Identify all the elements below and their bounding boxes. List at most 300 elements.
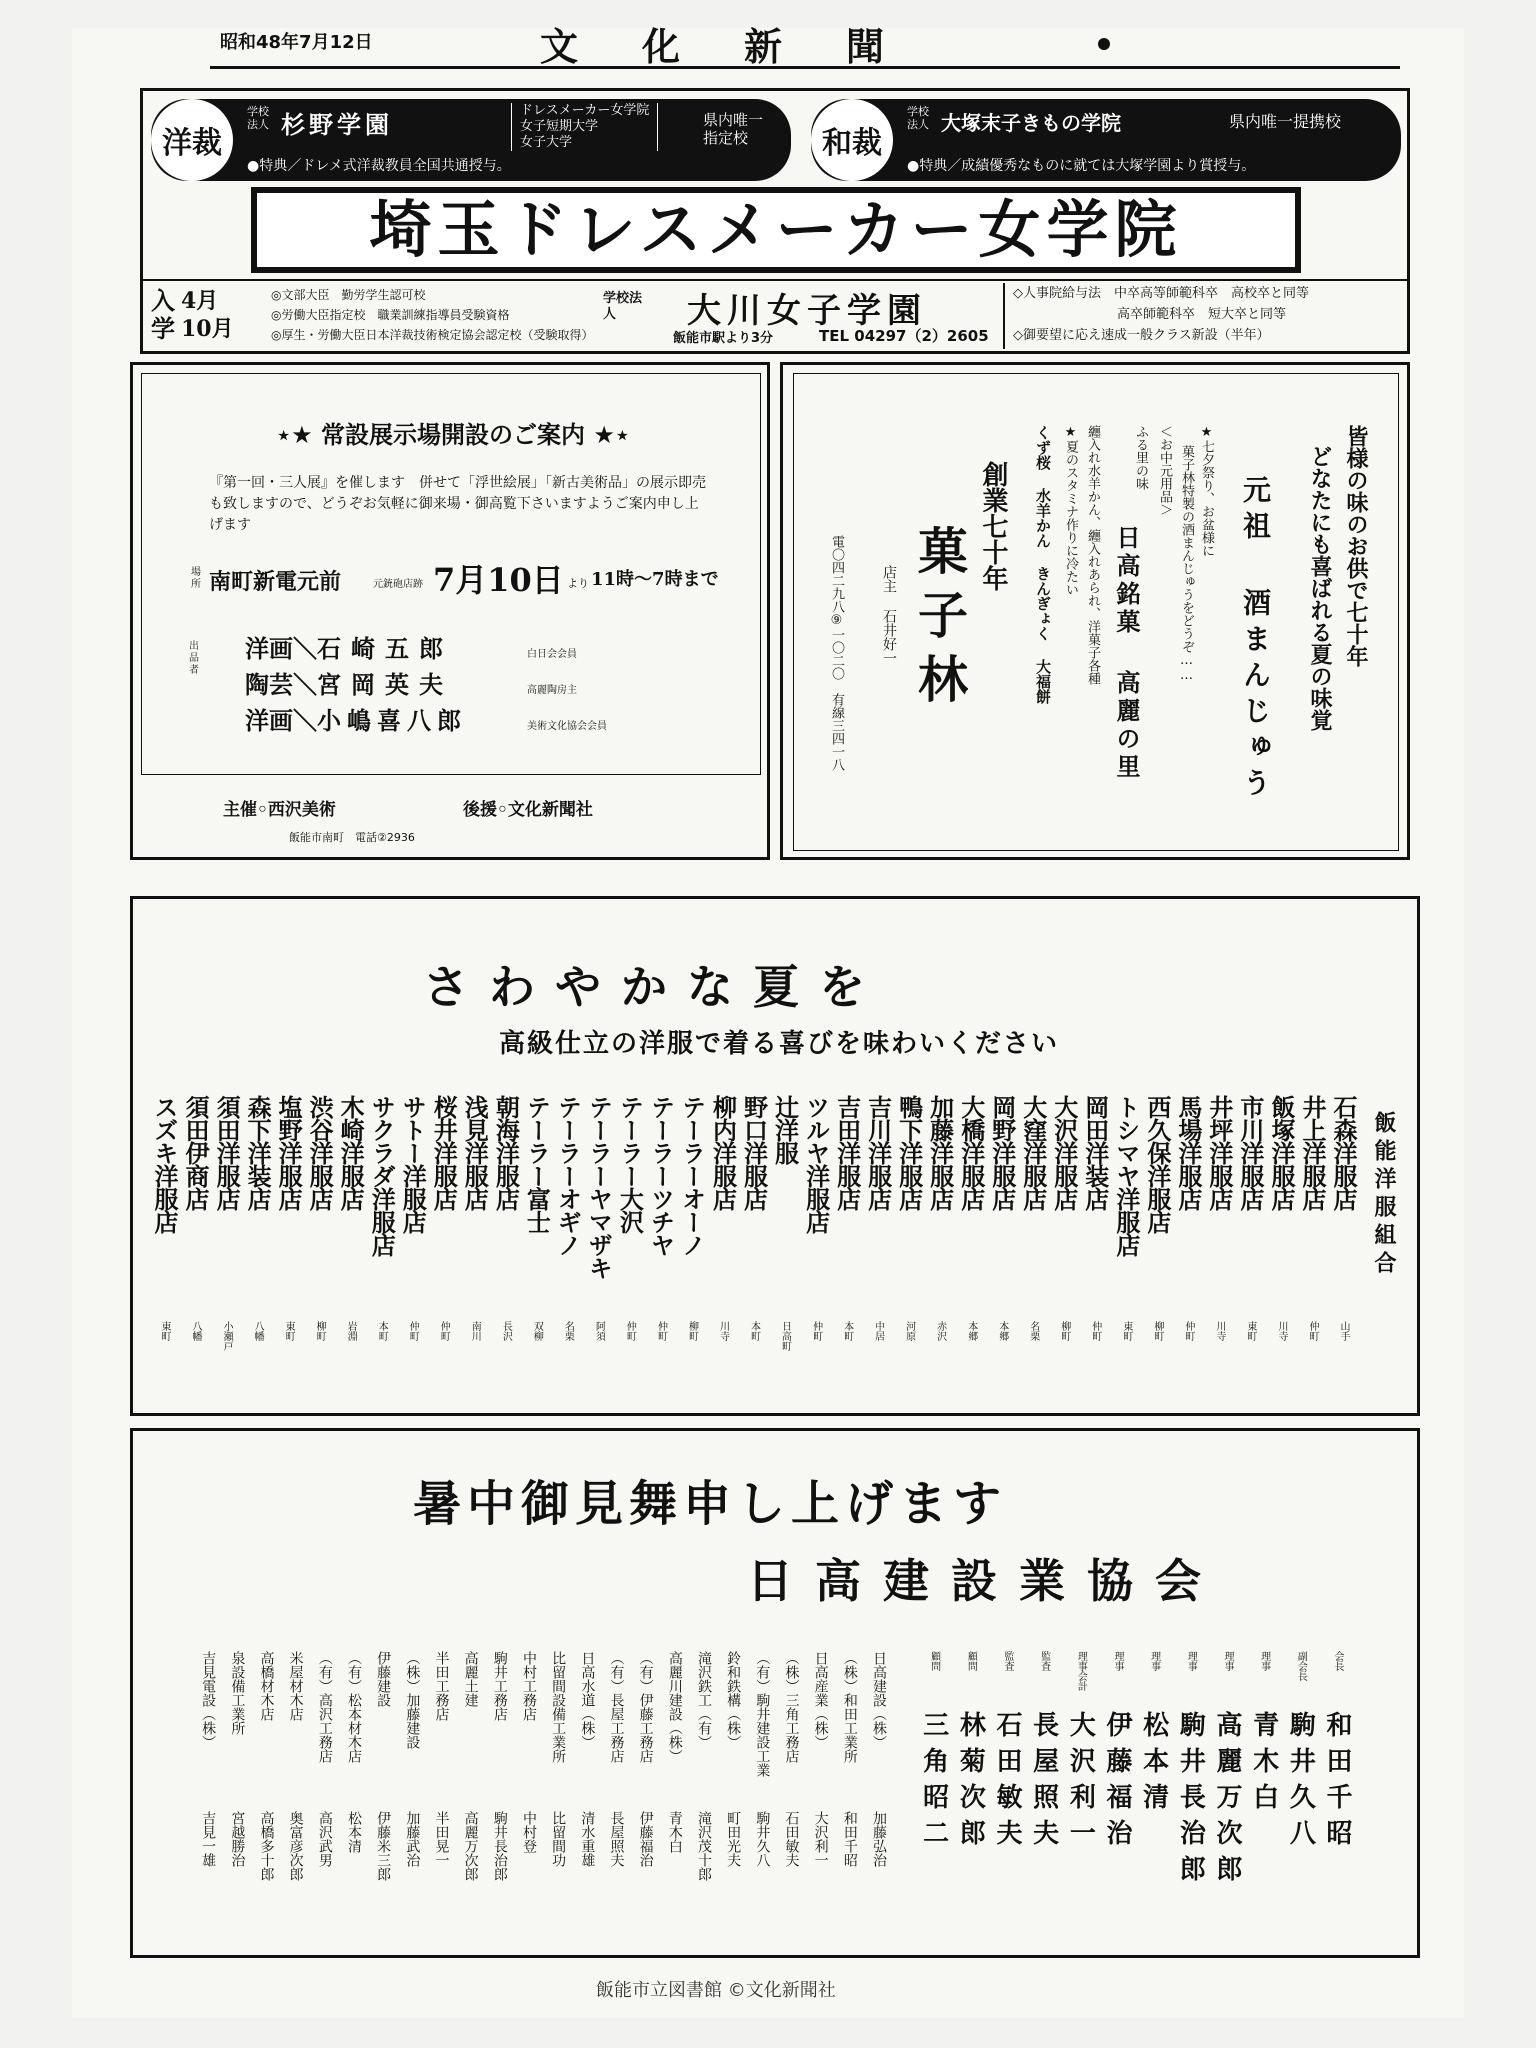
shop-name: 石森洋服店 [1329, 1095, 1358, 1210]
shop-name: 飯塚洋服店 [1266, 1095, 1296, 1210]
clothing-ad [130, 896, 1420, 1416]
exhibition-title: ⋆★ 常設展示場開設のご案内 ★⋆ [276, 421, 630, 449]
member [718, 1651, 747, 1867]
clothing-shop [211, 1095, 242, 1351]
member-person: 高橋多十郎 [258, 1811, 275, 1881]
shop-name: 井坪洋服店 [1204, 1095, 1234, 1210]
clothing-shop [832, 1095, 863, 1341]
shop-name: 朝海洋服店 [491, 1095, 521, 1210]
member-person: 和田千昭 [841, 1811, 858, 1867]
officer-title: 理事 [1148, 1651, 1160, 1671]
shop-name: 市川洋服店 [1235, 1095, 1265, 1210]
shop-location: 本町 [748, 1321, 760, 1341]
shop-location: 柳町 [1151, 1321, 1163, 1341]
clothing-shop [242, 1095, 273, 1341]
shop-name: 吉川洋服店 [863, 1095, 893, 1210]
exhibitor-row: 陶芸 ＼ 宮岡英夫 高麗陶房主 [245, 670, 577, 699]
venue: 南町新電元前 [209, 569, 342, 595]
member-person: 清水重雄 [579, 1811, 596, 1867]
shop-name: 塩野洋服店 [274, 1095, 304, 1210]
clothing-shop [335, 1095, 366, 1341]
shop-location: 川寺 [1213, 1321, 1225, 1341]
shop-name: テーラーツチヤ [646, 1095, 676, 1256]
officer-title: 理事 [1258, 1651, 1270, 1671]
construction-ad [130, 1428, 1420, 1958]
shop-location: 南川 [469, 1321, 481, 1341]
member-person: 駒井久八 [754, 1811, 771, 1867]
member [864, 1651, 893, 1867]
member-company: 吉見電設（株） [200, 1651, 217, 1749]
member-person: 伊藤福治 [637, 1811, 654, 1867]
exhibitor-list [245, 629, 607, 737]
member-company: 泉設備工業所 [229, 1651, 246, 1735]
member [368, 1651, 397, 1881]
clothing-shop [180, 1095, 211, 1341]
product-sakamanju: 元祖 酒まんじゅう [1239, 475, 1272, 804]
shop-name: テーラーオギノ [553, 1095, 583, 1256]
star-icon: ★⋆ [593, 421, 630, 449]
member [543, 1651, 572, 1867]
member-person: 高麗万次郎 [462, 1811, 479, 1881]
shop-name: 西久保洋服店 [1142, 1095, 1172, 1233]
clothing-shop [1049, 1095, 1080, 1341]
officer-title: 顧問 [928, 1651, 940, 1671]
shop-name: 井上洋服店 [1297, 1095, 1327, 1210]
member [631, 1651, 660, 1867]
shop-name: トシマヤ洋服店 [1111, 1095, 1141, 1256]
member [601, 1651, 630, 1867]
sweets-headline-2: どなたにも喜ばれる夏の味覚 [1307, 445, 1333, 731]
shop-name: 菓子林 [910, 525, 969, 717]
shop-location: 仲町 [1306, 1321, 1318, 1341]
ookawa-access: 飯能市駅より3分 [673, 331, 774, 346]
officer-title: 理事 [1112, 1651, 1123, 1671]
footer-credit: 飯能市立図書館 ©文化新聞社 [596, 1980, 836, 2001]
clothing-title: さわやかな夏を [423, 960, 885, 1014]
exhibitor-label: 出品者 [189, 641, 199, 676]
main-title: 埼玉ドレスメーカー女学院 [257, 193, 1295, 267]
officer-title: 監査 [1038, 1651, 1050, 1671]
member-company: 滝沢鉄工（有） [696, 1651, 712, 1749]
shop-location: 阿須 [593, 1321, 605, 1341]
shop-location: 仲町 [407, 1321, 419, 1341]
officer-title: 副会長 [1295, 1651, 1307, 1681]
clothing-shop [149, 1095, 180, 1341]
member-person: 大沢利一 [812, 1811, 829, 1867]
date-suffix: より [567, 577, 589, 590]
member [397, 1651, 426, 1867]
clothing-shop [521, 1095, 552, 1341]
exhibition-body: 『第一回・三人展』を催します 併せて「浮世絵展」「新古美術品」の展示即売も致しますので、どうぞお気軽に御来場・御高覧下さいますようご案内申し上げます [209, 475, 706, 533]
member [310, 1651, 339, 1867]
member [251, 1651, 280, 1881]
shop-location: 仲町 [810, 1321, 822, 1341]
member [572, 1651, 601, 1867]
officer-name: 三角昭二 [918, 1711, 949, 1855]
right-corp: 学校法人 [907, 105, 929, 131]
ookawa-corp: 学校法人 [603, 291, 643, 322]
shop-location: 岩淵 [345, 1321, 357, 1341]
member-person: 松本清 [346, 1811, 362, 1853]
admission-label: 入学 [151, 286, 175, 343]
member-company: 高麗川建設（株） [666, 1651, 683, 1763]
shop-name: テーラー大沢 [615, 1095, 645, 1233]
admission-months: 4月 10月 [181, 288, 234, 342]
shop-name: サクラダ洋服店 [367, 1095, 397, 1256]
shop-name: 大沢洋服店 [1049, 1095, 1079, 1210]
member-person: 加藤武治 [404, 1811, 421, 1867]
officer [1025, 1651, 1062, 1855]
wasai-badge: 和裁 [811, 99, 893, 181]
member [514, 1651, 543, 1853]
officer-title: 理事会計 [1075, 1651, 1087, 1691]
construction-association: 日高建設業協会 [747, 1554, 1223, 1608]
member-person: 長屋照夫 [608, 1811, 625, 1867]
clothing-shop [1142, 1095, 1173, 1341]
star-icon: ⋆★ [276, 421, 313, 449]
clothing-shop [1328, 1095, 1359, 1341]
clothing-shop [583, 1095, 614, 1341]
member-person: 半田晃一 [433, 1811, 450, 1867]
clothing-shop [614, 1095, 645, 1341]
exhibition-ad [130, 362, 770, 860]
member [222, 1651, 251, 1867]
left-corp: 学校法人 [247, 105, 269, 131]
member-company: （有）伊藤工務店 [637, 1651, 654, 1763]
member [456, 1651, 485, 1881]
member [806, 1651, 835, 1867]
clothing-shop [956, 1095, 987, 1341]
shop-name: スズキ洋服店 [150, 1095, 180, 1233]
clothing-association: 飯能洋服組合 [1371, 1111, 1397, 1279]
member-person: 町田光夫 [725, 1811, 742, 1867]
sweets-note-3b: 纏入れ水羊かん、纏入れあられ、洋菓子各種 [1085, 425, 1100, 685]
officer [1135, 1651, 1172, 1819]
sponsor: 後援◦文化新聞社 [463, 800, 593, 820]
shop-name: テーラー富士 [522, 1095, 552, 1233]
member-company: 鈴和鉄構（株） [725, 1651, 742, 1749]
shop-location: 川寺 [717, 1321, 729, 1341]
member-company: 高麗土建 [462, 1651, 479, 1707]
officer-name: 高麗万次郎 [1212, 1711, 1242, 1891]
shop-name: 柳内洋服店 [708, 1095, 738, 1210]
wasai-panel [811, 99, 1401, 181]
shop-location: 東町 [1244, 1321, 1256, 1341]
member [281, 1651, 310, 1881]
sweets-ad [780, 362, 1410, 860]
member-company: （株）和田工業所 [841, 1651, 858, 1763]
shop-location: 八幡 [190, 1321, 202, 1341]
member-person: 中村登 [521, 1811, 537, 1853]
member-company: 中村工務店 [521, 1651, 537, 1721]
shop-location: 仲町 [1089, 1321, 1101, 1341]
shop-location: 双柳 [531, 1321, 543, 1341]
clothing-shop [801, 1095, 832, 1341]
member-company: 米屋材木店 [287, 1651, 304, 1721]
shop-location: 東町 [159, 1321, 171, 1341]
school-ad [140, 88, 1410, 354]
shop-name: 渋谷洋服店 [305, 1095, 335, 1210]
venue-label: 場所 [191, 567, 201, 590]
product-koma-no-sato: 日高銘菓 高麗の里 [1112, 525, 1141, 782]
sweets-headline-1: 皆様の味のお供で七十年 [1343, 425, 1369, 667]
sweets-note-1a: ★七夕祭り、お盆様に [1199, 425, 1214, 557]
newspaper-title: 文化新聞 [540, 24, 949, 69]
clothing-shop [304, 1095, 335, 1341]
ookawa-tel: TEL 04297（2）2605 [819, 327, 989, 345]
member [485, 1651, 514, 1881]
member [426, 1651, 455, 1867]
shop-location: 本町 [376, 1321, 388, 1341]
exhibition-hours: 11時〜7時まで [591, 569, 719, 590]
officer-columns [915, 1651, 1355, 1941]
organizer-address: 飯能市南町 電話②2936 [289, 831, 415, 844]
shop-location: 小瀬戸 [221, 1321, 233, 1351]
member-company: 日高産業（株） [812, 1651, 829, 1749]
member-company: 伊藤建設 [375, 1651, 392, 1707]
officer-title: 顧問 [965, 1651, 977, 1671]
member-person: 駒井長治郎 [491, 1811, 508, 1881]
officer-name: 伊藤福治 [1102, 1711, 1132, 1855]
yousai-panel [151, 99, 791, 181]
clothing-shop [707, 1095, 738, 1341]
clothing-shop [987, 1095, 1018, 1341]
clothing-shop [1266, 1095, 1297, 1341]
shop-name: 辻洋服 [770, 1095, 800, 1164]
issue-date: 昭和48年7月12日 [220, 32, 373, 53]
ookawa-name: 大川女子学園 [687, 291, 927, 331]
officer-name: 長屋照夫 [1028, 1711, 1059, 1855]
shop-location: 本郷 [965, 1321, 977, 1341]
founded: 創業七十年 [978, 461, 1008, 591]
shop-location: 仲町 [624, 1321, 636, 1341]
shop-location: 柳町 [1058, 1321, 1070, 1341]
member [660, 1651, 689, 1853]
shop-name: 野口洋服店 [739, 1095, 769, 1210]
shop-name: 須田伊商店 [181, 1095, 211, 1210]
shop-location: 名栗 [1027, 1321, 1039, 1341]
member [776, 1651, 805, 1867]
clothing-shop [552, 1095, 583, 1341]
shop-name: 岡野洋服店 [987, 1095, 1017, 1210]
sweets-note-2: ＜お中元用品＞ [1157, 425, 1172, 516]
member-company: 日高建設（株） [871, 1651, 887, 1749]
sugino-designation: 県内唯一 指定校 [703, 111, 764, 147]
sweets-note-1b: 菓子林特製の酒まんじゅうをどうぞ…… [1179, 445, 1194, 683]
shop-name: 鴨下洋服店 [894, 1095, 924, 1210]
officer-name: 石田敏夫 [992, 1711, 1022, 1855]
member-company: （有）高沢工務店 [316, 1651, 333, 1763]
clothing-subtitle: 高級仕立の洋服で着る喜びを味わいください [499, 1029, 1060, 1059]
member-company: 日高水道（株） [579, 1651, 596, 1749]
member [747, 1651, 776, 1867]
member-company: （株）加藤建設 [404, 1651, 421, 1749]
clothing-shop [676, 1095, 707, 1341]
officer-name: 松本清 [1138, 1711, 1169, 1819]
member [835, 1651, 864, 1867]
summer-greeting: 暑中御見舞申し上げます [413, 1476, 1008, 1532]
sugino-name: 杉野学園 [281, 110, 393, 139]
clothing-shop [738, 1095, 769, 1341]
member-company: 比留間設備工業所 [550, 1651, 567, 1763]
member-company: （有）長屋工務店 [608, 1651, 625, 1763]
yousai-badge: 洋裁 [151, 99, 233, 181]
shop-name: 馬場洋服店 [1173, 1095, 1203, 1210]
shop-name: 須田洋服店 [212, 1095, 242, 1210]
shop-location: 本郷 [996, 1321, 1008, 1341]
clothing-shop [366, 1095, 397, 1341]
shop-name: 大窪洋服店 [1018, 1095, 1048, 1210]
shop-location: 本町 [841, 1321, 853, 1341]
shop-name: 加藤洋服店 [925, 1095, 955, 1210]
shop-location: 赤沢 [934, 1321, 946, 1341]
officer-title: 会長 [1332, 1651, 1343, 1671]
officer [1282, 1651, 1319, 1855]
shop-name: 岡田洋装店 [1080, 1095, 1110, 1210]
clothing-shop [428, 1095, 459, 1341]
sweets-note-3a: ふる里の味 [1133, 425, 1148, 490]
exhibitor-row: 洋画 ＼ 小嶋喜八郎 美術文化協会会員 [245, 706, 607, 735]
otsuka-designation: 県内唯一提携校 [1229, 112, 1342, 131]
officer [1245, 1651, 1282, 1819]
shop-name: 木崎洋服店 [336, 1095, 366, 1210]
shop-location: 名栗 [562, 1321, 574, 1341]
shop-location: 八幡 [252, 1321, 264, 1341]
officer [1098, 1651, 1135, 1855]
officer-name: 林菊次郎 [955, 1711, 986, 1855]
officer [952, 1651, 989, 1855]
officer-name: 青木白 [1248, 1711, 1279, 1819]
officer [915, 1651, 952, 1855]
officer [1318, 1651, 1355, 1855]
clothing-shop [1204, 1095, 1235, 1341]
officer-name: 和田千昭 [1322, 1711, 1352, 1855]
officer-title: 理事 [1222, 1651, 1233, 1671]
member-company: （有）松本材木店 [346, 1651, 362, 1763]
member-person: 奥富彦次郎 [287, 1811, 304, 1881]
member [339, 1651, 368, 1853]
shop-location: 川寺 [1275, 1321, 1287, 1341]
shop-location: 柳町 [314, 1321, 326, 1341]
otsuka-benefit: ●特典／成績優秀なものに就ては大塚学園より賞授与。 [907, 158, 1256, 174]
shop-location: 柳町 [686, 1321, 698, 1341]
officer [988, 1651, 1025, 1855]
shop-name: テーラーヤマザキ [584, 1095, 614, 1279]
shop-name: ツルヤ洋服店 [801, 1095, 831, 1233]
clothing-shop [1297, 1095, 1328, 1341]
shop-columns [149, 1095, 1359, 1395]
member [689, 1651, 718, 1881]
member-company: 半田工務店 [433, 1651, 450, 1721]
member-person: 吉見一雄 [200, 1811, 217, 1867]
shop-location: 日高町 [779, 1321, 791, 1351]
officer-title: 監査 [1002, 1651, 1013, 1671]
shop-location: 東町 [1120, 1321, 1132, 1341]
officer-name: 駒井長治郎 [1175, 1711, 1206, 1891]
shop-name: サトー洋服店 [398, 1095, 428, 1233]
clothing-shop [1173, 1095, 1204, 1341]
sweets-note-5: くず桜 水羊かん きんぎょく 大福餅 [1034, 425, 1052, 704]
divider [143, 279, 1407, 281]
shop-location: 山手 [1338, 1321, 1349, 1341]
clothing-shop [894, 1095, 925, 1341]
shop-name: 吉田洋服店 [832, 1095, 862, 1210]
ink-spot [1098, 38, 1110, 50]
shop-location: 中居 [872, 1321, 884, 1341]
shop-name: テーラーオーノ [677, 1095, 707, 1256]
clothing-shop [1018, 1095, 1049, 1341]
officer-title: 理事 [1185, 1651, 1197, 1671]
member-person: 青木白 [666, 1811, 683, 1853]
clothing-shop [925, 1095, 956, 1341]
member-person: 滝沢茂十郎 [696, 1811, 712, 1881]
accreditations: ◎文部大臣 勤労学生認可校 ◎労働大臣指定校 職業訓練指導員受験資格 ◎厚生・労働大臣日本洋裁技術検定協会認定校（受験取得） [271, 288, 594, 342]
officer-name: 駒井久八 [1285, 1711, 1316, 1855]
clothing-shop [1111, 1095, 1142, 1341]
exhibitor-row: 洋画 ＼ 石崎五郎 白日会会員 [245, 634, 577, 663]
member-company: 高橋材木店 [258, 1651, 275, 1721]
sugino-schools: ドレスメーカー女学院 女子短期大学 女子大学 [511, 103, 658, 151]
sweets-note-4: ★夏のスタミナ作りに冷たい [1063, 425, 1078, 596]
member-person: 比留間功 [550, 1811, 567, 1867]
clothing-shop [273, 1095, 304, 1341]
clothing-shop [459, 1095, 490, 1341]
officer [1062, 1651, 1099, 1855]
clothing-shop [1080, 1095, 1111, 1341]
member-person: 石田敏夫 [783, 1811, 800, 1867]
officer-name: 大沢利一 [1065, 1711, 1096, 1855]
shop-location: 仲町 [438, 1321, 450, 1341]
clothing-shop [770, 1095, 801, 1351]
officer [1172, 1651, 1209, 1891]
shop-location: 東町 [283, 1321, 295, 1341]
member-columns [193, 1651, 893, 1941]
member-company: （株）三角工務店 [783, 1651, 800, 1763]
member-person: 宮越勝治 [229, 1811, 246, 1867]
shop-owner: 店主 石井好一 [881, 565, 897, 665]
venue-note: 元銃砲店跡 [373, 579, 423, 590]
member-person: 高沢武男 [316, 1811, 333, 1867]
member-person: 加藤弘治 [871, 1811, 887, 1867]
member-company: 駒井工務店 [491, 1651, 508, 1721]
organizer: 主催◦西沢美術 [223, 800, 336, 820]
clothing-shop [863, 1095, 894, 1341]
main-title-bar [251, 187, 1301, 273]
shop-location: 河原 [903, 1321, 915, 1341]
shop-name: 浅見洋服店 [460, 1095, 490, 1210]
clothing-shop [397, 1095, 428, 1341]
clothing-shop [490, 1095, 521, 1341]
shop-name: 大橋洋服店 [956, 1095, 986, 1210]
shop-tel: 電〇四二九八⑨一〇二〇 有線三四一八 [829, 535, 844, 771]
sugino-benefit: ●特典／ドレメ式洋裁教員全国共通授与。 [247, 158, 511, 174]
shop-location: 長沢 [500, 1321, 512, 1341]
clothing-shop [645, 1095, 676, 1341]
exhibition-date: 7月10日 [433, 561, 564, 599]
clothing-shop [1235, 1095, 1266, 1341]
shop-location: 仲町 [655, 1321, 667, 1341]
member-person: 伊藤米三郎 [375, 1811, 392, 1881]
shop-location: 仲町 [1182, 1321, 1194, 1341]
otsuka-name: 大塚末子きもの学院 [941, 111, 1121, 135]
officer [1208, 1651, 1245, 1891]
member [193, 1651, 222, 1867]
shop-name: 森下洋装店 [243, 1095, 273, 1210]
personnel-notes: ◇人事院給与法 中卒高等師範科卒 高校卒と同等 高卒師範科卒 短大卒と同等 ◇御要望に応え速成一般クラス新設（半年） [1013, 286, 1309, 343]
member-company: （有）駒井建設工業 [754, 1651, 771, 1777]
divider-vertical [1003, 283, 1005, 349]
shop-name: 桜井洋服店 [429, 1095, 459, 1210]
